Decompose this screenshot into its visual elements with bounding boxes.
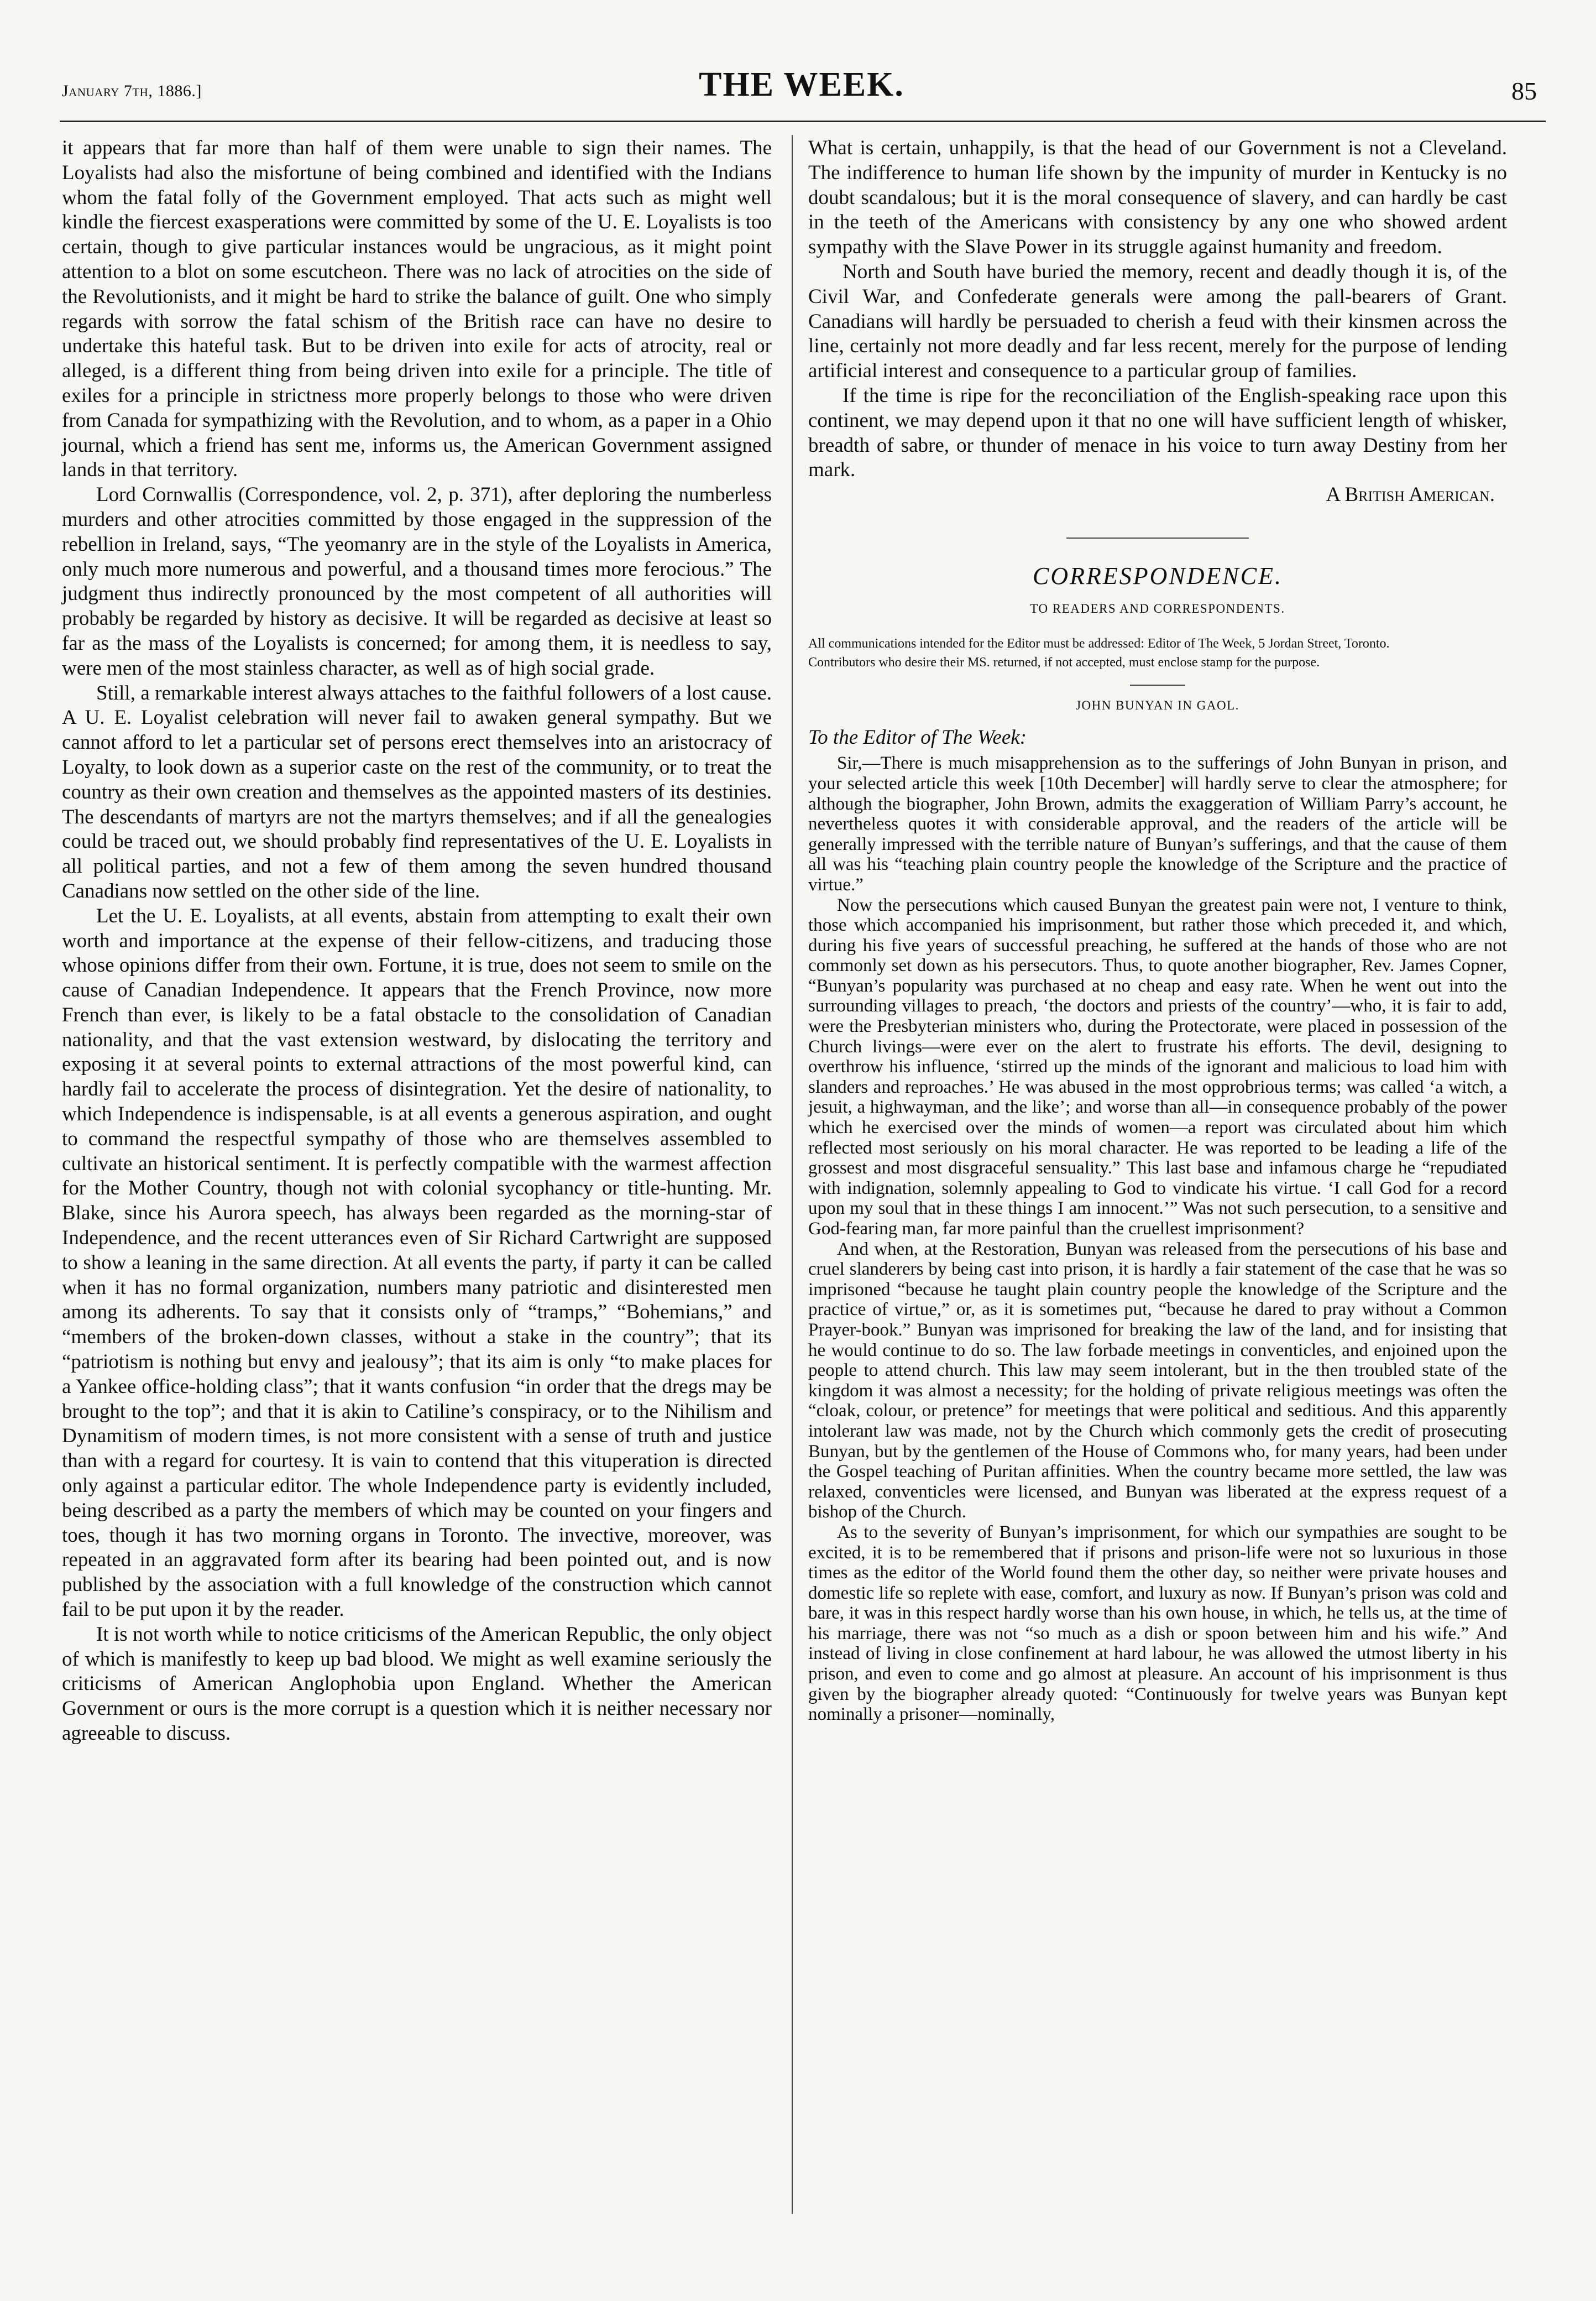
journal-title: THE WEEK. [699, 66, 904, 103]
letter-paragraph: As to the severity of Bunyan’s imprisonment, for which our sympathies are sought to be excited, it is to be remembered that if prisons and prison-life were not so luxurious in those times as the editor of the World found them the other day, so neither were private houses and domestic life so replete with ease, comfort, and luxury as now. If Bunyan’s prison was cold and bare, it was in this respect hardly worse than his own house, in which, he tells us, at the time of his marriage, there was not “so much as a dish or spoon between him and his wife.” And instead of living in close confinement at hard labour, he was allowed the utmost liberty in his prison, and even to come and go almost at pleasure. An account of his imprisonment is thus given by the biographer already quoted: “Continuously for twelve years was Bunyan kept nominally a prisoner—nominally, [808, 1522, 1507, 1725]
article-paragraph: If the time is ripe for the reconciliation of the English-speaking race upon this continent, we may depend upon it that no one will have sufficient length of whisker, breadth of sabre, or thunder of menace in his voice to turn away Destiny from her mark. [808, 384, 1507, 482]
section-rule [1066, 538, 1249, 539]
letter-paragraph: Sir,—There is much misapprehension as to the sufferings of John Bunyan in prison, and your selected article this week [10th December] will hardly serve to clear the atmosphere; for although the biographer, John Brown, admits the exaggeration of William Parry’s account, he nevertheless quotes it with considerable approval, and the readers of the article will be generally impressed with the terrible nature of Bunyan’s sufferings, and that the cause of them all was his “teaching plain country people the knowledge of the Scripture and the practice of virtue.” [808, 753, 1507, 895]
right-column [808, 136, 1507, 1725]
letter-rule [1130, 685, 1185, 686]
article-paragraph: It is not worth while to notice criticisms of the American Republic, the only object of which is manifestly to keep up bad blood. We might as well examine seriously the criticisms of American Anglophobia upon England. Whether the American Government or ours is the more corrupt is a question which it is neither necessary nor agreeable to discuss. [62, 1622, 772, 1745]
article-paragraph: it appears that far more than half of them were unable to sign their names. The Loyalists had also the misfortune of being combined and identified with the Indians whom the fatal folly of the Government employed. That acts such as might well kindle the fiercest exasperations were committed by some of the U. E. Loyalists is too certain, though to give particular instances would be ungracious, as it might point attention to a blot on some escutcheon. There was no lack of atrocities on the side of the Revolutionists, and it might be hard to strike the balance of guilt. One who simply regards with sorrow the fatal schism of the British race can have no desire to undertake this hateful task. But to be driven into exile for acts of atrocity, real or alleged, is a different thing from being driven into exile for a principle. The title of exiles for a principle in strictness more properly belongs to those who were driven from Canada for sympathizing with the Revolution, and to whom, as a paper in a Ohio journal, which a friend has sent me, informs us, the American Government assigned lands in that territory. [62, 137, 772, 482]
column-separator [792, 135, 793, 2214]
article-signature: A British American. [1326, 483, 1495, 507]
article-paragraph: North and South have buried the memory, recent and deadly though it is, of the Civil War, and Confederate generals were among the pall-bearers of Grant. Canadians will hardly be persuaded to cherish a feud with their kinsmen across the line, certainly not more deadly and far less recent, merely for the purpose of lending artificial interest and consequence to a particular group of families. [808, 260, 1507, 383]
editor-notice: All communications intended for the Editor must be addressed: Editor of The Week, 5 Jordan Street, Toronto. [808, 636, 1390, 651]
article-paragraph: Let the U. E. Loyalists, at all events, abstain from attempting to exalt their own worth and importance at the expense of their fellow-citizens, and traducing those whose opinions differ from their own. Fortune, it is true, does not seem to smile on the cause of Canadian Independence. It appears that the French Province, now more French than ever, is likely to be a fatal obstacle to the consolidation of Canadian nationality, and that the vast extension westward, by dislocating the territory and exposing it at several points to external attractions of the most powerful kind, can hardly fail to accelerate the process of disintegration. Yet the desire of nationality, to which Independence is indispensable, is at all events a generous aspiration, and ought to command the respectful sympathy of those who are themselves assembled to cultivate an historical sentiment. It is perfectly compatible with the warmest affection for the Mother Country, though not with colonial sycophancy or title-hunting. Mr. Blake, since his Aurora speech, has always been regarded as the morning-star of Independence, and the recent utterances even of Sir Richard Cartwright are supposed to show a leaning in the same direction. At all events the party, if party it can be called when it has no formal organization, numbers many patriotic and disinterested men among its adherents. To say that it consists only of “tramps,” “Bohemians,” and “members of the broken-down classes, without a stake in the country”; that its “patriotism is nothing but envy and jealousy”; that its aim is only “to make places for a Yankee office-holding class”; that it wants confusion “in order that the dregs may be brought to the top”; and that it is akin to Catiline’s conspiracy, or to the Nihilism and Dynamitism of modern times, is not more consistent with a sense of truth and justice than with a regard for courtesy. It is vain to contend that this vituperation is directed only against a particular editor. The whole Independence party is evidently included, being described as a party the members of which may be counted on your fingers and toes, though it has two morning organs in Toronto. The invective, moreover, was repeated in an aggravated form after its bearing had been pointed out, and is now published by the association with a full knowledge of the construction which cannot fail to be put upon it by the reader. [62, 904, 772, 1621]
article-paragraph: What is certain, unhappily, is that the head of our Government is not a Cleveland. The indifference to human life shown by the impunity of murder in Kentucky is no doubt scandalous; but it is the moral consequence of slavery, and can hardly be cast in the teeth of the Americans with consistency by any one who showed ardent sympathy with the Slave Power in its struggle against humanity and freedom. [808, 137, 1507, 259]
letter-paragraph: Now the persecutions which caused Bunyan the greatest pain were not, I venture to think, those which accompanied his imprisonment, but rather those which preceded it, and which, during his five years of successful preaching, he suffered at the hands of those who are not commonly set down as his persecutors. Thus, to quote another biographer, Rev. James Copner, “Bunyan’s popularity was purchased at no cheap and easy rate. When he went out into the surrounding villages to preach, ‘the doctors and priests of the country’—who, it is fair to add, were the Presbyterian ministers who, during the Protectorate, were placed in possession of the Church livings—were ever on the alert to frustrate his efforts. The devil, designing to overthrow his influence, ‘stirred up the minds of the ignorant and malicious to load him with slanders and reproaches.’ He was abused in the most opprobrious terms; was called ‘a witch, a jesuit, a highwayman, and the like’; and worse than all—in consequence probably of the power which he exercised over the minds of women—a report was circulated about him which reflected most seriously on his moral character. He was reported to be leading a life of the grossest and most disgraceful sensuality.” This last base and infamous charge he “repudiated with indignation, solemnly appealing to God to vindicate his virtue. ‘I call God for a record upon my soul that in these things I am innocent.’” Was not such persecution, to a sensitive and God-fearing man, far more painful than the cruellest imprisonment? [808, 895, 1507, 1239]
article-paragraph: Still, a remarkable interest always attaches to the faithful followers of a lost cause. A U. E. Loyalist celebration will never fail to awaken general sympathy. But we cannot afford to let a particular set of persons erect themselves into an aristocracy of Loyalty, to look down as a superior caste on the rest of the community, or to treat the country as their own creation and themselves as the appointed masters of its destinies. The descendants of martyrs are not the martyrs themselves; and if all the genealogies could be traced out, we should probably find representatives of the U. E. Loyalists in all political parties, and not a few of them among the seven hundred thousand Canadians now settled on the other side of the line. [62, 681, 772, 902]
correspondence-title: CORRESPONDENCE. [1033, 562, 1283, 589]
correspondence-subtitle: TO READERS AND CORRESPONDENTS. [1030, 601, 1285, 615]
header-rule [60, 121, 1546, 122]
letter-salutation: To the Editor of The Week: [808, 726, 1027, 749]
left-column [62, 136, 772, 1746]
article-paragraph: Lord Cornwallis (Correspondence, vol. 2, p. 371), after deploring the numberless murders and other atrocities committed by those engaged in the suppression of the rebellion in Ireland, says, “The yeomanry are in the style of the Loyalists in America, only much more numerous and powerful, and a thousand times more ferocious.” The judgment thus indirectly pronounced by the most competent of all authorities will probably be regarded by history as decisive. It will be regarded as decisive at least so far as the mass of the Loyalists is concerned; for among them, it is needless to say, were men of the most stainless character, as well as of high social grade. [62, 483, 772, 680]
page-number: 85 [1511, 77, 1537, 105]
letter-paragraph: And when, at the Restoration, Bunyan was released from the persecutions of his base and cruel slanderers by being cast into prison, it is hardly a fair statement of the case that he was so imprisoned “because he taught plain country people the knowledge of the Scripture and the practice of virtue,” or, as it is sometimes put, “because he dared to pray without a Common Prayer-book.” Bunyan was imprisoned for breaking the law of the land, and for insisting that he would continue to do so. The law forbade meetings in conventicles, and enjoined upon the people to attend church. This law may seem intolerant, but in the then troubled state of the kingdom it was almost a necessity; for the holding of private religious meetings was often the “cloak, colour, or pretence” for meetings that were political and seditious. And this apparently intolerant law was made, not by the Church which commonly gets the credit of prosecuting Bunyan, but by the gentlemen of the House of Commons who, for many years, had been under the Gospel teaching of Puritan affinities. When the country became more settled, the law was relaxed, conventicles were licensed, and Bunyan was liberated at the express request of a bishop of the Church. [808, 1239, 1507, 1522]
letter-body [808, 753, 1507, 1725]
letter-heading: JOHN BUNYAN IN GAOL. [1076, 698, 1239, 712]
issue-date: January 7th, 1886.] [62, 82, 202, 100]
contributor-notice: Contributors who desire their MS. returned, if not accepted, must enclose stamp for the purpose. [808, 655, 1320, 670]
